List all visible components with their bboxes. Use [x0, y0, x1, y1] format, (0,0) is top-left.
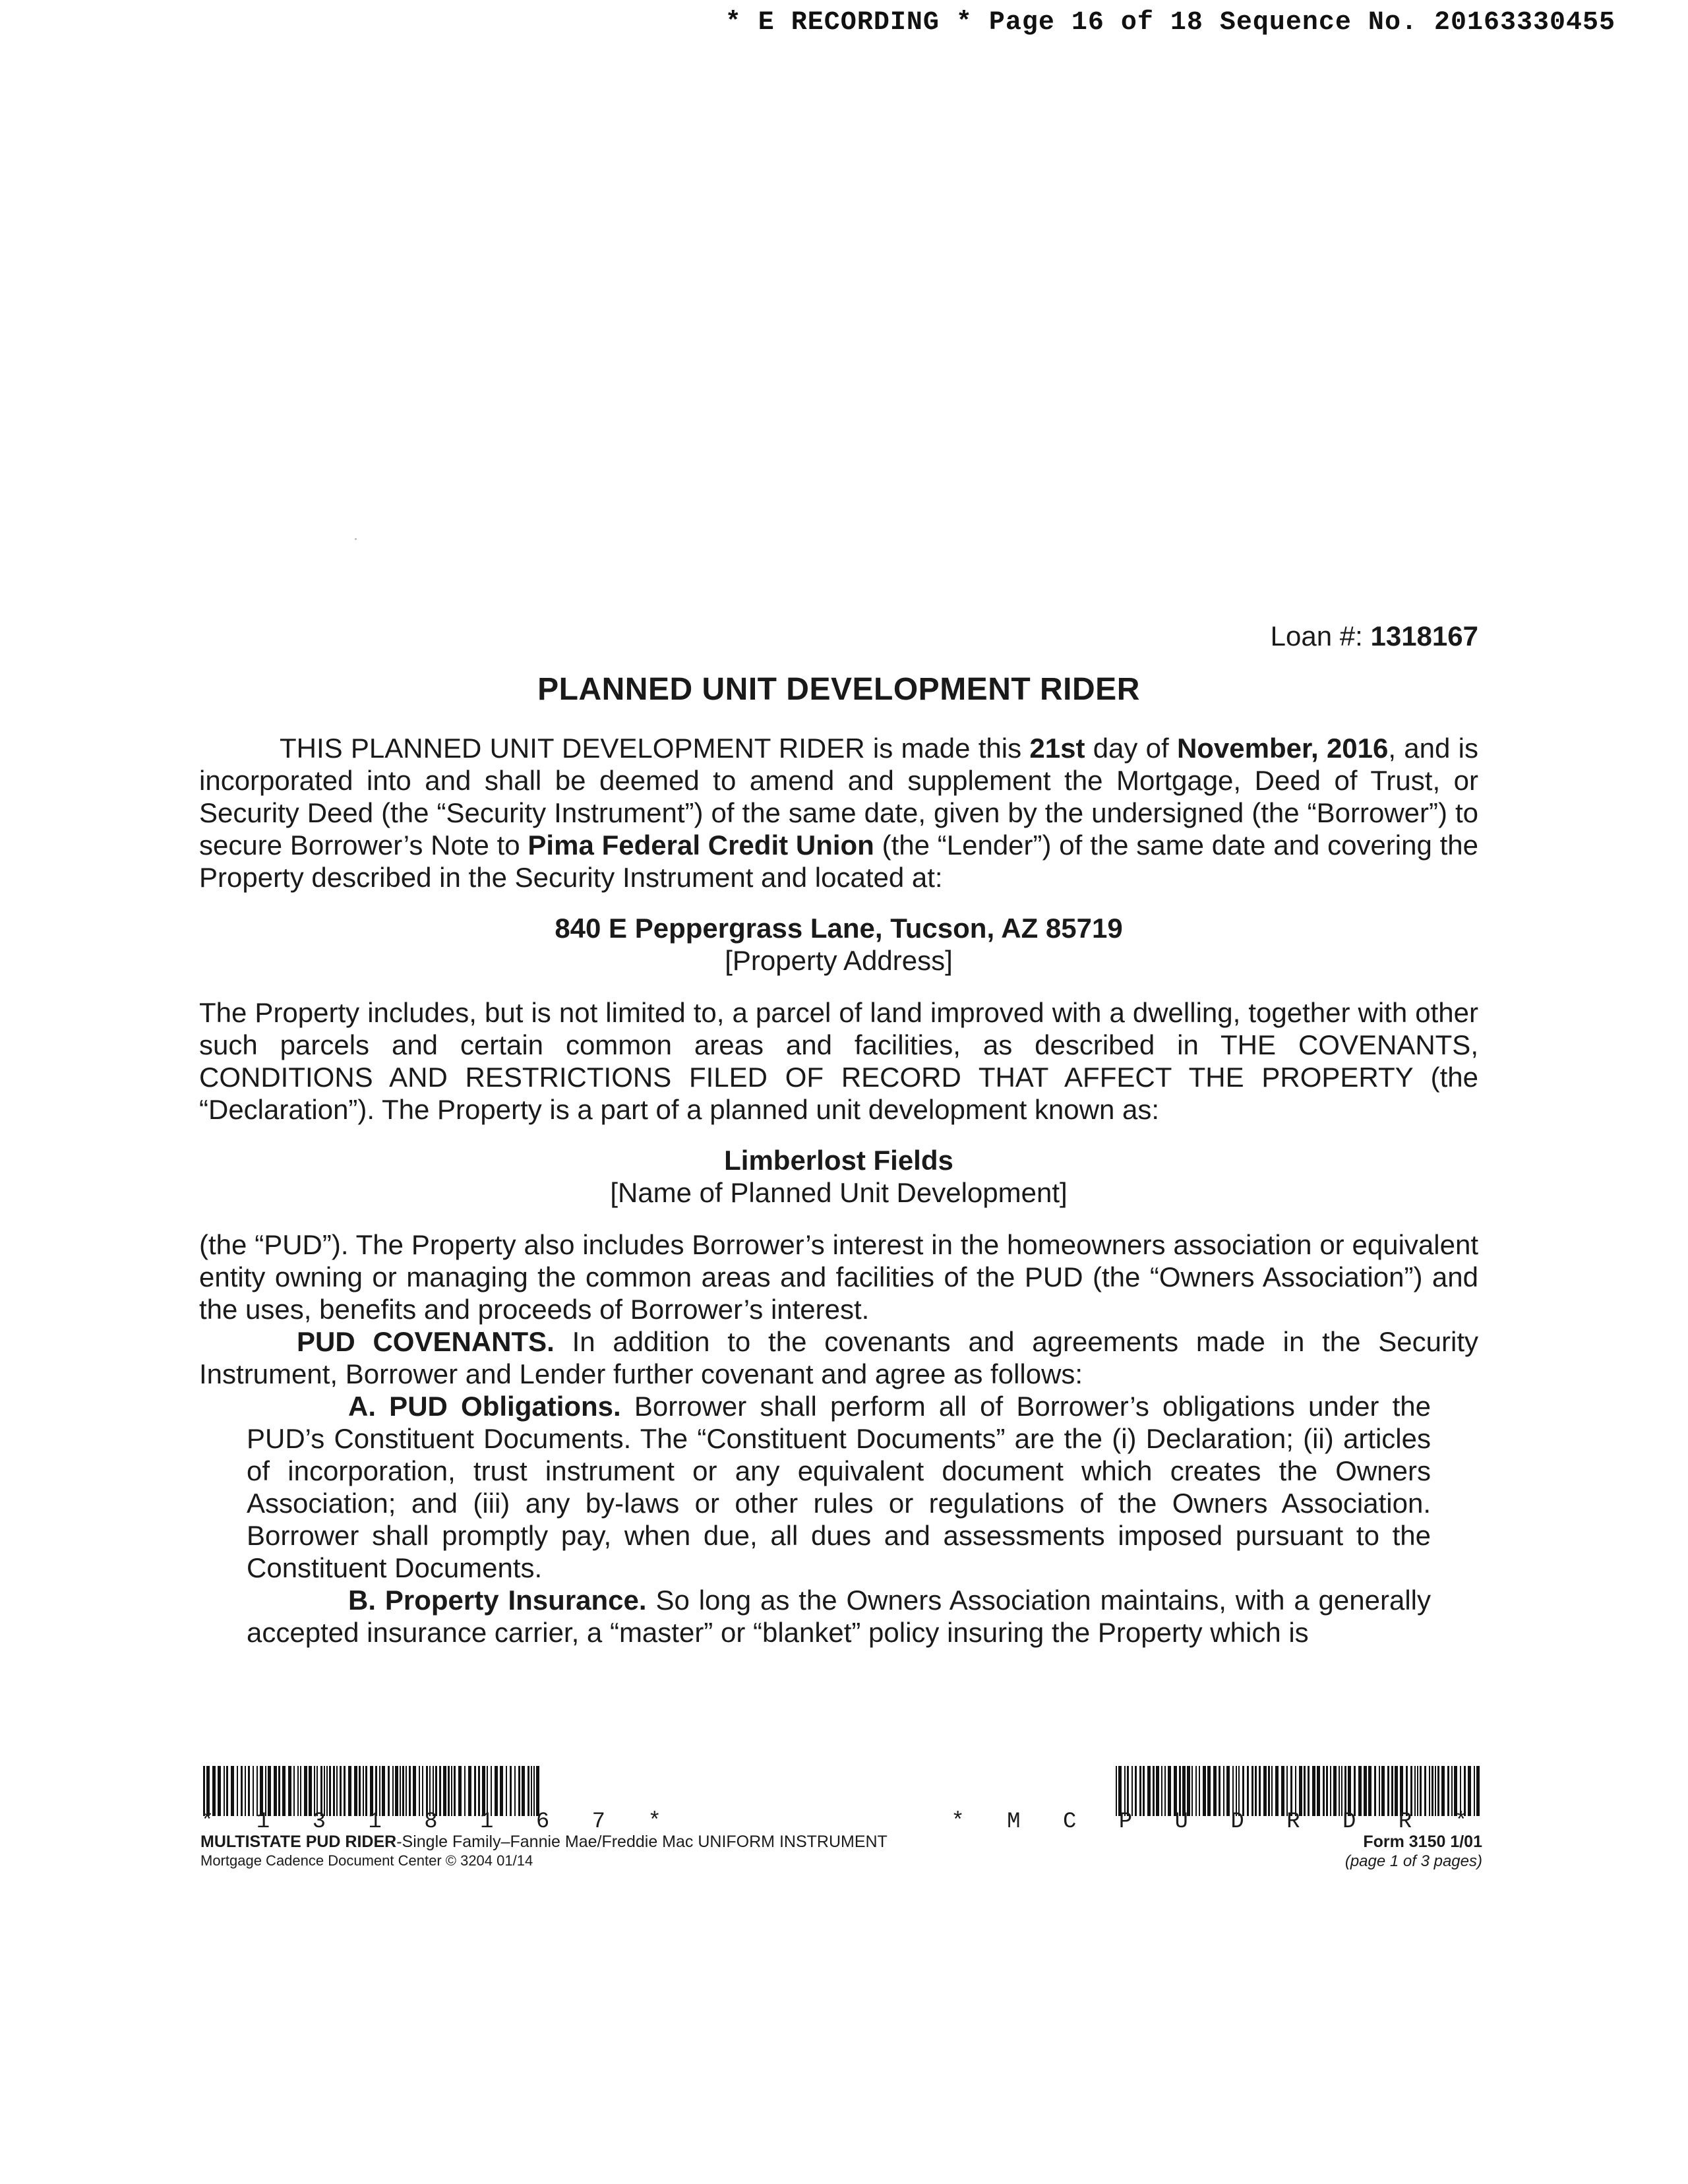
barcode-bar	[1268, 1766, 1270, 1816]
barcode-bar	[1247, 1766, 1249, 1816]
barcode-bar	[314, 1766, 315, 1816]
lender-name: Pima Federal Credit Union	[528, 830, 874, 861]
recording-header: * E RECORDING * Page 16 of 18 Sequence No. 20163330455	[725, 8, 1615, 38]
page-count: (page 1 of 3 pages)	[1344, 1852, 1482, 1870]
barcode-bar	[265, 1766, 266, 1816]
intro-paragraph	[199, 732, 1478, 894]
section-b	[247, 1584, 1431, 1649]
barcode-bar	[268, 1766, 271, 1816]
barcode-bar	[1135, 1766, 1137, 1816]
barcode-bar	[400, 1766, 401, 1816]
barcode-bar	[224, 1766, 225, 1816]
pud-name-block	[199, 1144, 1478, 1209]
section-a-heading: A. PUD Obligations.	[348, 1391, 621, 1422]
barcode-bar	[522, 1766, 525, 1816]
barcode-bar	[1368, 1766, 1372, 1816]
rider-day: 21st	[1029, 733, 1085, 764]
barcode-bar	[1395, 1766, 1398, 1816]
barcode-bar	[1271, 1766, 1273, 1816]
barcode-bar	[1348, 1766, 1351, 1816]
barcode-bar	[1203, 1766, 1206, 1816]
barcode-bar	[1164, 1766, 1166, 1816]
covenants-heading: PUD COVENANTS.	[297, 1326, 555, 1357]
barcode-bar	[1364, 1766, 1367, 1816]
barcode-bar	[297, 1766, 299, 1816]
barcode-bar	[1295, 1766, 1296, 1816]
intro-text-4: (the “Lender”) of the same date and covering the Property described in the Security Instrument and located at:	[199, 830, 1478, 893]
barcode-bar	[1139, 1766, 1141, 1816]
barcode-bar	[1420, 1766, 1422, 1816]
barcode-bar	[309, 1766, 312, 1816]
barcode-bar	[464, 1766, 466, 1816]
covenants-text: In addition to the covenants and agreements made in the Security Instrument, Borrower and Lender further covenant and agree as follows:	[199, 1326, 1479, 1389]
barcode-bar	[429, 1766, 431, 1816]
pud-name-caption: [Name of Planned Unit Development]	[610, 1177, 1068, 1208]
barcode-bar	[468, 1766, 471, 1816]
barcode-bar	[458, 1766, 462, 1816]
loan-barcode-text: * 1 3 1 8 1 6 7 *	[200, 1809, 676, 1835]
barcode-bar	[293, 1766, 295, 1816]
barcode-bar	[316, 1766, 318, 1816]
barcode-bar	[1410, 1766, 1412, 1816]
property-description-paragraph: The Property includes, but is not limited to, a parcel of land improved with a dwelling, together with other such parcels and certain common areas and facilities, as described in THE COVENANTS, CONDITIONS AND RESTRICTIONS FILED OF RECORD THAT AFFECT THE PROPERTY (the “Declaration”). The Property is a part of a planned unit development known as:	[199, 997, 1478, 1125]
barcode-bar	[382, 1766, 385, 1816]
intro-text-3: , and is incorporated into and shall be deemed to amend and supplement the Mortgage, Deed of Trust, or Security Deed (the “Security Instrument”) of the same date, given by the undersigned (the “Borrower”) to secure Borrower’s Note to	[199, 733, 1478, 861]
barcode-bar	[506, 1766, 507, 1816]
doc-center-line: Mortgage Cadence Document Center © 3204 01/14	[200, 1852, 533, 1869]
pud-paragraph: (the “PUD”). The Property also includes Borrower’s interest in the homeowners association or equivalent entity owning or managing the common areas and facilities of the PUD (the “Owners Association”) and the uses, benefits and proceeds of Borrower’s interest.	[199, 1229, 1478, 1325]
barcode-bar	[336, 1766, 338, 1816]
barcode-bar	[1286, 1766, 1288, 1816]
barcode-bar	[439, 1766, 441, 1816]
barcode-bar	[231, 1766, 234, 1816]
barcode-bar	[1476, 1766, 1480, 1816]
barcode-bar	[1454, 1766, 1457, 1816]
barcode-bar	[482, 1766, 485, 1816]
barcode-bar	[1354, 1766, 1356, 1816]
property-address: 840 E Peppergrass Lane, Tucson, AZ 85719	[555, 913, 1123, 944]
barcode-bar	[1263, 1766, 1267, 1816]
loan-label: Loan #:	[1270, 621, 1363, 652]
intro-text-2: day of	[1085, 733, 1177, 764]
barcode-bar	[288, 1766, 291, 1816]
barcode-bar	[1435, 1766, 1436, 1816]
barcode-bar	[340, 1766, 342, 1816]
barcode-bar	[536, 1766, 539, 1816]
barcode-bar	[402, 1766, 404, 1816]
barcode-bar	[419, 1766, 420, 1816]
barcode-bar	[1156, 1766, 1159, 1816]
barcode-bar	[478, 1766, 480, 1816]
barcode-bar	[1179, 1766, 1181, 1816]
barcode-bar	[1312, 1766, 1315, 1816]
barcode-bar	[518, 1766, 520, 1816]
barcode-bar	[1116, 1766, 1117, 1816]
barcode-bar	[454, 1766, 456, 1816]
barcode-bar	[245, 1766, 246, 1816]
barcode-bar	[260, 1766, 263, 1816]
barcode-bar	[379, 1766, 380, 1816]
barcode-bar	[1168, 1766, 1171, 1816]
barcode-bar	[533, 1766, 535, 1816]
barcode-bar	[363, 1766, 364, 1816]
barcode-bar	[1299, 1766, 1302, 1816]
barcode-bar	[1424, 1766, 1426, 1816]
covenants-paragraph	[199, 1325, 1478, 1390]
barcode-bar	[495, 1766, 498, 1816]
barcode-bar	[487, 1766, 488, 1816]
footer-right	[951, 1766, 1482, 1871]
barcode-bar	[304, 1766, 307, 1816]
loan-number-line	[199, 620, 1478, 652]
barcode-bar	[248, 1766, 250, 1816]
section-a-text: Borrower shall perform all of Borrower’s obligations under the PUD’s Constituent Documents. The “Constituent Documents” are the (i) Declaration; (ii) articles of incorporation, trust instrument or any equivalent document which creates the Owners Association; and (iii) any by-laws or other rules or regulations of the Owners Association. Borrower shall promptly pay, when due, all dues and assessments imposed pursuant to the Constituent Documents.	[247, 1391, 1431, 1583]
barcode-bar	[422, 1766, 423, 1816]
barcode-bar	[1255, 1766, 1257, 1816]
pud-name: Limberlost Fields	[724, 1145, 953, 1176]
barcode-bar	[300, 1766, 301, 1816]
barcode-bar	[1460, 1766, 1461, 1816]
barcode-bar	[491, 1766, 492, 1816]
barcode-bar	[206, 1766, 210, 1816]
barcode-bar	[1275, 1766, 1279, 1816]
barcode-bar	[1417, 1766, 1418, 1816]
barcode-bar	[1207, 1766, 1211, 1816]
barcode-bar	[1153, 1766, 1155, 1816]
loan-barcode	[200, 1766, 543, 1816]
barcode-bar	[1187, 1766, 1190, 1816]
barcode-bar	[359, 1766, 361, 1816]
barcode-bar	[528, 1766, 529, 1816]
barcode-bar	[274, 1766, 277, 1816]
barcode-bar	[333, 1766, 335, 1816]
barcode-bar	[1381, 1766, 1385, 1816]
barcode-bar	[392, 1766, 394, 1816]
barcode-bar	[326, 1766, 328, 1816]
barcode-bar	[1323, 1766, 1325, 1816]
barcode-bar	[435, 1766, 437, 1816]
barcode-bar	[1304, 1766, 1306, 1816]
section-b-text: So long as the Owners Association maintains, with a generally accepted insurance carrier, a “master” or “blanket” policy insuring the Property which is	[247, 1585, 1431, 1648]
barcode-bar	[226, 1766, 228, 1816]
barcode-bar	[1118, 1766, 1122, 1816]
barcode-bar	[1124, 1766, 1126, 1816]
barcode-bar	[395, 1766, 398, 1816]
barcode-bar	[1232, 1766, 1234, 1816]
barcode-bar	[1464, 1766, 1466, 1816]
barcode-bar	[1182, 1766, 1186, 1816]
form-title-bold: MULTISTATE PUD RIDER	[200, 1833, 397, 1851]
barcode-bar	[1474, 1766, 1475, 1816]
barcode-bar	[1242, 1766, 1244, 1816]
barcode-bar	[370, 1766, 373, 1816]
barcode-bar	[365, 1766, 367, 1816]
barcode-bar	[1339, 1766, 1340, 1816]
barcode-bar	[1429, 1766, 1430, 1816]
document-title: PLANNED UNIT DEVELOPMENT RIDER	[537, 672, 1140, 707]
barcode-bar	[1358, 1766, 1362, 1816]
barcode-bar	[409, 1766, 411, 1816]
barcode-bar	[413, 1766, 416, 1816]
barcode-bar	[237, 1766, 238, 1816]
footer-left	[200, 1766, 888, 1870]
barcode-bar	[433, 1766, 434, 1816]
barcode-bar	[1432, 1766, 1433, 1816]
barcode-bar	[451, 1766, 452, 1816]
barcode-bar	[218, 1766, 221, 1816]
form-title-rest: -Single Family–Fannie Mae/Freddie Mac UNIFORM INSTRUMENT	[396, 1833, 888, 1851]
barcode-bar	[1259, 1766, 1261, 1816]
barcode-bar	[256, 1766, 258, 1816]
barcode-bar	[1191, 1766, 1193, 1816]
barcode-bar	[1317, 1766, 1320, 1816]
barcode-bar	[1223, 1766, 1224, 1816]
barcode-bar	[1238, 1766, 1240, 1816]
barcode-bar	[1333, 1766, 1337, 1816]
document-body	[199, 620, 1478, 1649]
barcode-bar	[1387, 1766, 1389, 1816]
barcode-bar	[278, 1766, 280, 1816]
barcode-bar	[443, 1766, 446, 1816]
property-address-block	[199, 912, 1478, 977]
barcode-bar	[448, 1766, 450, 1816]
section-b-heading: B. Property Insurance.	[348, 1585, 647, 1616]
barcode-bar	[1344, 1766, 1346, 1816]
barcode-bar	[1447, 1766, 1449, 1816]
barcode-bar	[203, 1766, 205, 1816]
barcode-bar	[1308, 1766, 1310, 1816]
barcode-bar	[282, 1766, 286, 1816]
barcode-bar	[1236, 1766, 1237, 1816]
barcode-bar	[1195, 1766, 1197, 1816]
barcode-bar	[329, 1766, 331, 1816]
barcode-bar	[324, 1766, 325, 1816]
barcode-bar	[1131, 1766, 1133, 1816]
barcode-bar	[510, 1766, 512, 1816]
barcode-bar	[388, 1766, 390, 1816]
barcode-bar	[1414, 1766, 1416, 1816]
barcode-bar	[1326, 1766, 1328, 1816]
barcode-bar	[1219, 1766, 1221, 1816]
barcode-bar	[1451, 1766, 1453, 1816]
barcode-bar	[1226, 1766, 1230, 1816]
barcode-bar	[1330, 1766, 1331, 1816]
barcode-bar	[1441, 1766, 1445, 1816]
scan-speck	[355, 538, 357, 540]
property-address-caption: [Property Address]	[725, 945, 953, 976]
barcode-bar	[241, 1766, 243, 1816]
barcode-bar	[1290, 1766, 1292, 1816]
barcode-bar	[1341, 1766, 1342, 1816]
barcode-bar	[1406, 1766, 1408, 1816]
barcode-bar	[426, 1766, 428, 1816]
barcode-bar	[1147, 1766, 1151, 1816]
barcode-bar	[1199, 1766, 1200, 1816]
barcode-bar	[320, 1766, 322, 1816]
intro-text-1: THIS PLANNED UNIT DEVELOPMENT RIDER is made this	[280, 733, 1030, 764]
barcode-bar	[531, 1766, 532, 1816]
barcode-bar	[354, 1766, 357, 1816]
barcode-bar	[1400, 1766, 1403, 1816]
barcode-bar	[1379, 1766, 1380, 1816]
barcode-bar	[253, 1766, 254, 1816]
rider-month-year: November, 2016	[1176, 733, 1389, 764]
barcode-bar	[1127, 1766, 1129, 1816]
form-barcode-text: * M C P U D R D R *	[951, 1809, 1482, 1835]
form-number: Form 3150 1/01	[1363, 1833, 1482, 1851]
barcode-bar	[1161, 1766, 1162, 1816]
barcode-bar	[1174, 1766, 1177, 1816]
barcode-bar	[212, 1766, 216, 1816]
barcode-bar	[1281, 1766, 1284, 1816]
barcode-bar	[1374, 1766, 1376, 1816]
form-barcode	[1113, 1766, 1482, 1816]
barcode-bar	[1143, 1766, 1145, 1816]
barcode-bar	[1213, 1766, 1217, 1816]
barcode-bar	[1391, 1766, 1393, 1816]
loan-number: 1318167	[1370, 621, 1478, 652]
barcode-bar	[375, 1766, 377, 1816]
barcode-bar	[344, 1766, 346, 1816]
barcode-bar	[474, 1766, 476, 1816]
barcode-bar	[1251, 1766, 1253, 1816]
barcode-bar	[514, 1766, 516, 1816]
barcode-bar	[1437, 1766, 1439, 1816]
form-title	[200, 1832, 888, 1852]
barcode-bar	[406, 1766, 407, 1816]
barcode-bar	[348, 1766, 351, 1816]
section-a	[247, 1390, 1431, 1584]
barcode-bar	[500, 1766, 503, 1816]
barcode-bar	[1468, 1766, 1471, 1816]
